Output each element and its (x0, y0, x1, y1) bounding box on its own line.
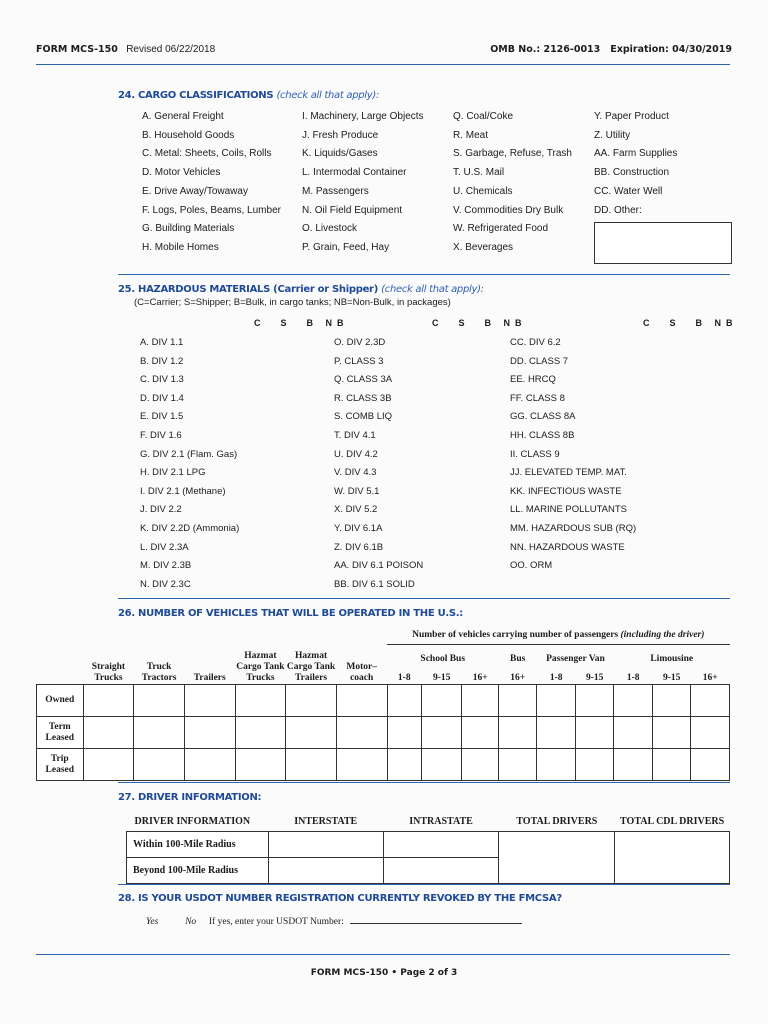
section-25-rule (118, 598, 730, 599)
usdot-number-input[interactable] (350, 913, 522, 924)
vehicle-count-input[interactable] (134, 749, 185, 781)
hazmat-option[interactable]: H. DIV 2.1 LPG (140, 467, 206, 479)
hazmat-option[interactable]: EE. HRCQ (510, 374, 556, 386)
hazmat-option[interactable]: N. DIV 2.3C (140, 578, 191, 590)
hazmat-option[interactable]: V. DIV 4.3 (334, 467, 377, 479)
cargo-option[interactable]: H. Mobile Homes (142, 241, 219, 253)
vehicle-count-input[interactable] (575, 717, 614, 749)
no-option[interactable]: No (185, 917, 197, 927)
vehicle-count-input[interactable] (575, 749, 614, 781)
beyond-radius-label: Beyond 100-Mile Radius (127, 858, 269, 884)
vehicle-count-input[interactable] (336, 749, 387, 781)
vehicle-count-input[interactable] (498, 685, 537, 717)
cargo-option[interactable]: C. Metal: Sheets, Coils, Rolls (142, 148, 272, 160)
hazmat-option[interactable]: L. DIV 2.3A (140, 541, 189, 553)
hazmat-option[interactable]: D. DIV 1.4 (140, 392, 184, 404)
yes-option[interactable]: Yes (146, 917, 159, 927)
footer-rule (36, 954, 730, 955)
vehicle-count-input[interactable] (387, 717, 421, 749)
col-truck-tractors: Truck Tractors (141, 662, 177, 683)
cargo-option[interactable]: F. Logs, Poles, Beams, Lumber (142, 204, 281, 216)
passenger-range-header: 1-8 (549, 673, 563, 683)
vehicle-count-input[interactable] (537, 717, 576, 749)
hazmat-option[interactable]: A. DIV 1.1 (140, 337, 184, 348)
within-intrastate-input[interactable] (383, 832, 499, 858)
section-28-title: 28. IS YOUR USDOT NUMBER REGISTRATION CURRENTLY REVOKED BY THE FMCSA? (118, 893, 562, 904)
vehicle-count-input[interactable] (691, 749, 730, 781)
vehicle-count-input[interactable] (336, 685, 387, 717)
driver-info-header: DRIVER INFORMATION (127, 814, 269, 832)
passenger-header: Number of vehicles carrying number of passengers (including the driver) (387, 630, 729, 645)
cargo-option[interactable]: CC. Water Well (594, 185, 663, 197)
total-drivers-header: TOTAL DRIVERS (499, 814, 615, 832)
col-school-bus: School Bus (420, 653, 466, 664)
vehicle-count-input[interactable] (652, 749, 691, 781)
revoked-question (146, 913, 522, 927)
section-26-rule (118, 782, 730, 783)
vehicle-count-input[interactable] (134, 717, 185, 749)
vehicle-count-input[interactable] (462, 717, 498, 749)
vehicle-count-input[interactable] (387, 685, 421, 717)
vehicle-count-input[interactable] (134, 685, 185, 717)
cargo-option[interactable]: V. Commodities Dry Bulk (453, 204, 564, 216)
passenger-range-header: 1-8 (397, 673, 411, 683)
page-footer: FORM MCS-150 • Page 2 of 3 (310, 968, 458, 978)
cargo-option[interactable]: T. U.S. Mail (453, 167, 505, 179)
section-25-note: (check all that apply): (381, 284, 484, 295)
vehicle-count-input[interactable] (614, 685, 653, 717)
passenger-range-header: 16+ (472, 673, 488, 683)
col-trailers: Trailers (193, 673, 226, 683)
cargo-option[interactable]: N. Oil Field Equipment (302, 204, 403, 216)
hazmat-option[interactable]: NN. HAZARDOUS WASTE (510, 541, 625, 553)
cargo-option[interactable]: B. Household Goods (142, 129, 235, 141)
section-25-title: 25. HAZARDOUS MATERIALS (Carrier or Shipper) (check all that apply): (118, 284, 484, 295)
section-24-rule (118, 274, 730, 275)
hazmat-col-3 (510, 334, 636, 576)
vehicle-count-input[interactable] (184, 749, 235, 781)
cargo-option[interactable]: Q. Coal/Coke (453, 111, 514, 122)
vehicle-count-input[interactable] (652, 685, 691, 717)
hazmat-option[interactable]: J. DIV 2.2 (140, 504, 182, 516)
hazmat-option[interactable]: HH. CLASS 8B (510, 429, 575, 441)
vehicle-count-input[interactable] (691, 717, 730, 749)
vehicle-count-input[interactable] (184, 717, 235, 749)
vehicle-count-input[interactable] (421, 685, 462, 717)
vehicle-count-input[interactable] (614, 717, 653, 749)
hazmat-option[interactable]: JJ. ELEVATED TEMP. MAT. (510, 467, 627, 479)
vehicle-count-input[interactable] (83, 685, 134, 717)
vehicle-count-input[interactable] (421, 749, 462, 781)
other-cargo-input[interactable] (594, 222, 732, 264)
cargo-option[interactable]: D. Motor Vehicles (142, 167, 221, 179)
passenger-range-header: 9-15 (662, 673, 681, 683)
hazmat-option[interactable]: KK. INFECTIOUS WASTE (510, 485, 622, 497)
hazmat-option[interactable]: C. DIV 1.3 (140, 374, 184, 386)
vehicle-count-input[interactable] (652, 717, 691, 749)
passenger-range-header: 16+ (702, 673, 718, 683)
within-interstate-input[interactable] (268, 832, 383, 858)
cargo-option[interactable]: O. Livestock (302, 223, 358, 235)
hazmat-option[interactable]: Q. CLASS 3A (334, 374, 393, 386)
vehicle-count-input[interactable] (498, 749, 537, 781)
hazmat-option[interactable]: O. DIV 2.3D (334, 337, 386, 348)
vehicles-table (36, 630, 730, 781)
col-straight-trucks: Straight Trucks (91, 662, 126, 683)
vehicle-count-input[interactable] (691, 685, 730, 717)
passenger-range-header: 9-15 (433, 673, 451, 683)
hazmat-option[interactable]: M. DIV 2.3B (140, 560, 192, 572)
total-cdl-header: TOTAL CDL DRIVERS (615, 814, 730, 832)
hazmat-option[interactable]: FF. CLASS 8 (510, 392, 565, 404)
hazmat-option[interactable]: DD. CLASS 7 (510, 355, 569, 367)
cargo-col-2 (302, 108, 424, 258)
vehicle-count-input[interactable] (286, 685, 337, 717)
passenger-range-header: 9-15 (585, 673, 604, 683)
hazmat-option[interactable]: W. DIV 5.1 (334, 485, 380, 497)
cargo-option[interactable]: K. Liquids/Gases (302, 148, 378, 160)
section-27-rule (118, 884, 730, 885)
vehicle-row-label: Owned (37, 685, 84, 717)
col-hazmat-tank-trucks: Hazmat Cargo Tank Trucks (236, 651, 285, 683)
section-24-title: 24. CARGO CLASSIFICATIONS (check all that apply): (118, 90, 380, 101)
hazmat-option[interactable]: S. COMB LIQ (334, 411, 393, 423)
cargo-option[interactable]: X. Beverages (453, 241, 514, 253)
total-cdl-drivers-input[interactable] (615, 832, 730, 884)
hazmat-option[interactable]: R. CLASS 3B (334, 392, 392, 404)
cargo-option[interactable]: Y. Paper Product (594, 111, 669, 122)
cargo-option[interactable]: W. Refrigerated Food (453, 223, 549, 235)
hazmat-col-2 (334, 334, 423, 594)
hazmat-option[interactable]: U. DIV 4.2 (334, 448, 378, 460)
driver-table (126, 814, 730, 884)
section-26-title: 26. NUMBER OF VEHICLES THAT WILL BE OPERATED IN THE U.S.: (118, 608, 463, 619)
cargo-col-1 (142, 108, 281, 258)
hazmat-option[interactable]: K. DIV 2.2D (Ammonia) (140, 522, 240, 534)
hazmat-col-1 (140, 334, 239, 594)
revised-date: Revised 06/22/2018 (126, 44, 216, 55)
col-motorcoach: Motor– coach (346, 662, 377, 683)
hazmat-option[interactable]: Y. DIV 6.1A (334, 522, 383, 534)
cargo-option[interactable]: L. Intermodal Container (302, 167, 407, 179)
cargo-option[interactable]: E. Drive Away/Towaway (142, 185, 248, 197)
cargo-col-4 (594, 108, 677, 220)
passenger-range-header: 16+ (510, 673, 526, 683)
hazmat-option[interactable]: E. DIV 1.5 (140, 411, 184, 423)
cargo-option[interactable]: I. Machinery, Large Objects (302, 111, 424, 122)
hazmat-option[interactable]: OO. ORM (510, 560, 553, 572)
vehicle-row-label: Term Leased (37, 717, 84, 749)
cargo-option[interactable]: G. Building Materials (142, 223, 235, 235)
hazmat-option[interactable]: B. DIV 1.2 (140, 355, 184, 367)
hazmat-option[interactable]: P. CLASS 3 (334, 355, 384, 367)
vehicle-count-input[interactable] (336, 717, 387, 749)
col-passenger-van: Passenger Van (546, 653, 605, 664)
cargo-option[interactable]: S. Garbage, Refuse, Trash (453, 148, 572, 160)
vehicle-count-input[interactable] (462, 685, 498, 717)
hazmat-option[interactable]: I. DIV 2.1 (Methane) (140, 485, 226, 497)
hazmat-option[interactable]: T. DIV 4.1 (334, 429, 376, 441)
hazmat-legend: (C=Carrier; S=Shipper; B=Bulk, in cargo tanks; NB=Non-Bulk, in packages) (134, 297, 451, 308)
vehicle-count-input[interactable] (286, 749, 337, 781)
col-bus: Bus (510, 653, 526, 664)
form-header-left (36, 44, 215, 55)
hazmat-option[interactable]: GG. CLASS 8A (510, 411, 576, 423)
cargo-option[interactable]: BB. Construction (594, 167, 670, 179)
hazmat-option[interactable]: LL. MARINE POLLUTANTS (510, 504, 628, 516)
hazmat-option[interactable]: CC. DIV 6.2 (510, 337, 561, 348)
hazmat-option[interactable]: Z. DIV 6.1B (334, 541, 384, 553)
cargo-option[interactable]: R. Meat (453, 129, 489, 141)
passenger-range-header: 1-8 (626, 673, 640, 683)
vehicle-row-label: Trip Leased (37, 749, 84, 781)
vehicle-count-input[interactable] (537, 749, 576, 781)
beyond-interstate-input[interactable] (268, 858, 383, 884)
vehicle-count-input[interactable] (235, 749, 286, 781)
interstate-header: INTERSTATE (268, 814, 383, 832)
vehicle-count-input[interactable] (184, 685, 235, 717)
vehicle-count-input[interactable] (83, 749, 134, 781)
section-24-note: (check all that apply): (276, 90, 380, 101)
cargo-option[interactable]: U. Chemicals (453, 185, 513, 197)
hazmat-option[interactable]: BB. DIV 6.1 SOLID (334, 578, 415, 590)
vehicle-count-input[interactable] (462, 749, 498, 781)
omb-number: OMB No.: 2126-0013 Expiration: 04/30/2019 (490, 44, 732, 55)
within-radius-label: Within 100-Mile Radius (127, 832, 269, 858)
form-label: FORM MCS-150 (36, 44, 118, 55)
usdot-prompt: If yes, enter your USDOT Number: (208, 917, 344, 927)
cargo-option[interactable]: M. Passengers (302, 185, 369, 197)
header-rule (36, 64, 730, 65)
vehicle-count-input[interactable] (387, 749, 421, 781)
cargo-option[interactable]: DD. Other: (594, 204, 642, 216)
beyond-intrastate-input[interactable] (383, 858, 499, 884)
hazmat-option[interactable]: AA. DIV 6.1 POISON (334, 560, 424, 572)
vehicle-count-input[interactable] (235, 685, 286, 717)
vehicle-row (37, 717, 730, 749)
hazmat-option[interactable]: II. CLASS 9 (510, 448, 560, 460)
vehicle-row (37, 685, 730, 717)
vehicle-count-input[interactable] (614, 749, 653, 781)
col-hazmat-tank-trailers: Hazmat Cargo Tank Trailers (286, 651, 336, 683)
vehicle-count-input[interactable] (575, 685, 614, 717)
hazmat-col-header-3: C S B NB (643, 318, 738, 328)
vehicle-row (37, 749, 730, 781)
vehicle-count-input[interactable] (421, 717, 462, 749)
hazmat-col-header-1: C S B NB (254, 318, 349, 328)
hazmat-option[interactable]: X. DIV 5.2 (334, 504, 378, 516)
total-drivers-input[interactable] (499, 832, 615, 884)
cargo-option[interactable]: AA. Farm Supplies (594, 148, 678, 160)
intrastate-header: INTRASTATE (383, 814, 499, 832)
vehicle-count-input[interactable] (83, 717, 134, 749)
vehicle-count-input[interactable] (537, 685, 576, 717)
hazmat-option[interactable]: F. DIV 1.6 (140, 429, 182, 441)
vehicle-count-input[interactable] (498, 717, 537, 749)
cargo-option[interactable]: Z. Utility (594, 129, 631, 141)
cargo-option[interactable]: A. General Freight (142, 111, 224, 122)
col-limousine: Limousine (650, 653, 694, 664)
cargo-col-3 (453, 108, 572, 258)
cargo-option[interactable]: J. Fresh Produce (302, 129, 379, 141)
cargo-option[interactable]: P. Grain, Feed, Hay (302, 241, 390, 253)
hazmat-option[interactable]: MM. HAZARDOUS SUB (RQ) (510, 522, 637, 534)
section-27-title: 27. DRIVER INFORMATION: (118, 792, 262, 803)
hazmat-option[interactable]: G. DIV 2.1 (Flam. Gas) (140, 448, 238, 460)
hazmat-col-header-2: C S B NB (432, 318, 527, 328)
vehicle-count-input[interactable] (235, 717, 286, 749)
vehicle-count-input[interactable] (286, 717, 337, 749)
